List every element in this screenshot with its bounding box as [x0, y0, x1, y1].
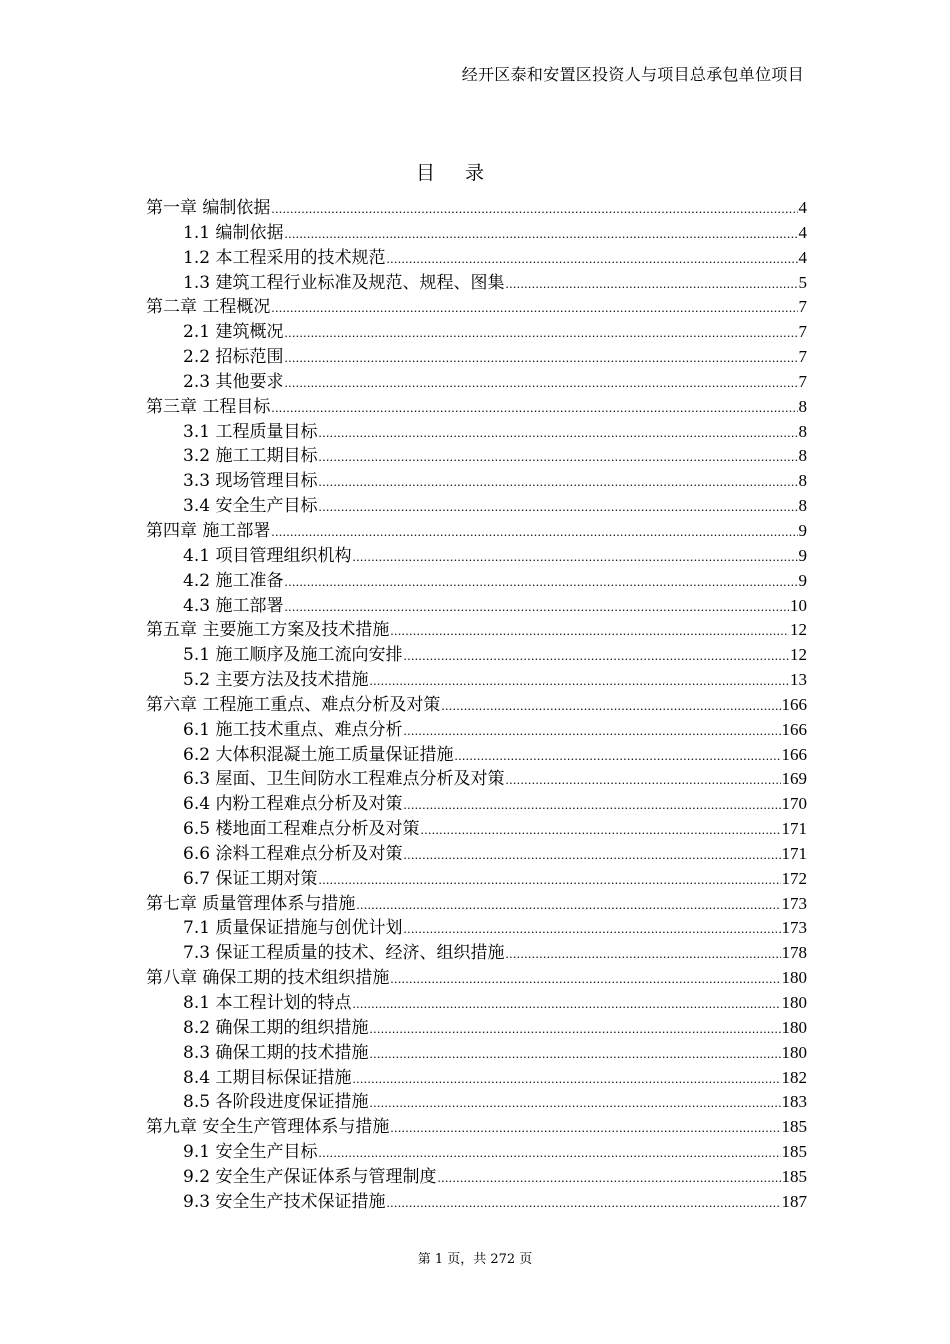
toc-page-number: 5: [798, 272, 807, 292]
toc-page-number: 7: [798, 322, 807, 342]
toc-page-number: 4: [798, 247, 807, 267]
toc-section-entry[interactable]: [146, 342, 807, 367]
toc-entry-label: 4.1 项目管理组织机构: [183, 545, 352, 566]
toc-section-entry[interactable]: [146, 789, 807, 814]
toc-entry-label: 4.3 施工部署: [183, 595, 284, 616]
toc-entry-label: 第六章 工程施工重点、难点分析及对策: [146, 694, 441, 715]
dot-leader: [403, 847, 780, 863]
toc-entry-label: 6.1 施工技术重点、难点分析: [183, 719, 403, 740]
toc-entry-label: 6.3 屋面、卫生间防水工程难点分析及对策: [183, 769, 505, 790]
toc-chapter-entry[interactable]: [146, 516, 807, 541]
dot-leader: [386, 251, 797, 267]
dot-leader: [505, 772, 780, 788]
toc-section-entry[interactable]: [146, 1087, 807, 1112]
toc-entry-label: 8.1 本工程计划的特点: [183, 993, 352, 1013]
toc-page-number: 182: [781, 1067, 807, 1087]
toc-entry-label: 4.2 施工准备: [183, 570, 284, 591]
toc-page-number: 180: [781, 1042, 807, 1062]
toc-page-number: 12: [790, 645, 807, 665]
dot-leader: [318, 499, 797, 515]
dot-leader: [284, 574, 797, 590]
toc-section-entry[interactable]: [146, 740, 807, 765]
dot-leader: [437, 1170, 780, 1186]
toc-section-entry[interactable]: [146, 491, 807, 516]
toc-entry-label: 第八章 确保工期的技术组织措施: [146, 968, 390, 989]
toc-chapter-entry[interactable]: [146, 392, 807, 417]
toc-chapter-entry[interactable]: [146, 889, 807, 914]
toc-entry-label: 3.3 现场管理目标: [183, 471, 318, 492]
toc-entry-label: 2.3 其他要求: [183, 371, 284, 392]
toc-entry-label: 8.3 确保工期的技术措施: [183, 1042, 369, 1063]
toc-page-number: 8: [798, 396, 807, 416]
toc-page-number: 173: [781, 893, 807, 913]
dot-leader: [403, 921, 780, 937]
toc-page-number: 171: [781, 819, 807, 839]
toc-page-number: 185: [781, 1142, 807, 1162]
toc-page-number: 10: [790, 595, 807, 615]
dot-leader: [390, 971, 780, 987]
dot-leader: [284, 599, 789, 615]
toc-section-entry[interactable]: [146, 367, 807, 392]
dot-leader: [369, 673, 789, 689]
toc-page-number: 183: [781, 1092, 807, 1112]
toc-page-number: 170: [781, 794, 807, 814]
toc-section-entry[interactable]: [146, 938, 807, 963]
dot-leader: [420, 822, 780, 838]
toc-section-entry[interactable]: [146, 1137, 807, 1162]
toc-chapter-entry[interactable]: [146, 193, 807, 218]
toc-entry-label: 1.2 本工程采用的技术规范: [183, 247, 386, 268]
toc-page-number: 166: [781, 744, 807, 764]
toc-entry-label: 7.1 质量保证措施与创优计划: [183, 918, 403, 939]
dot-leader: [318, 425, 797, 441]
toc-entry-label: 第五章 主要施工方案及技术措施: [146, 620, 390, 641]
dot-leader: [403, 797, 780, 813]
toc-page-number: 9: [798, 545, 807, 565]
dot-leader: [505, 946, 780, 962]
toc-entry-label: 1.1 编制依据: [183, 222, 284, 243]
dot-leader: [271, 524, 797, 540]
toc-section-entry[interactable]: [146, 566, 807, 591]
toc-entry-label: 6.4 内粉工程难点分析及对策: [183, 794, 403, 815]
toc-entry-label: 7.3 保证工程质量的技术、经济、组织措施: [183, 943, 505, 964]
toc-section-entry[interactable]: [146, 814, 807, 839]
toc-page-number: 7: [798, 347, 807, 367]
dot-leader: [441, 698, 780, 714]
dot-leader: [369, 1095, 780, 1111]
toc-entry-label: 第一章 编制依据: [146, 198, 271, 218]
toc-section-entry[interactable]: [146, 1013, 807, 1038]
dot-leader: [352, 549, 797, 565]
dot-leader: [386, 1195, 780, 1211]
toc-entry-label: 9.2 安全生产保证体系与管理制度: [183, 1166, 437, 1187]
toc-entry-label: 5.2 主要方法及技术措施: [183, 670, 369, 691]
toc-chapter-entry[interactable]: [146, 1112, 807, 1137]
toc-entry-label: 3.4 安全生产目标: [183, 496, 318, 517]
toc-page-number: 172: [781, 868, 807, 888]
toc-section-entry[interactable]: [146, 591, 807, 616]
toc-entry-label: 3.2 施工工期目标: [183, 446, 318, 467]
dot-leader: [284, 325, 797, 341]
dot-leader: [318, 474, 797, 490]
dot-leader: [390, 1120, 780, 1136]
toc-entry-label: 3.1 工程质量目标: [183, 421, 318, 442]
toc-page-number: 7: [798, 297, 807, 317]
toc-page-number: 9: [798, 570, 807, 590]
toc-entry-label: 9.1 安全生产目标: [183, 1142, 318, 1163]
toc-page-number: 7: [798, 371, 807, 391]
toc-page-number: 171: [781, 843, 807, 863]
toc-entry-label: 第四章 施工部署: [146, 520, 271, 541]
dot-leader: [369, 1021, 780, 1037]
toc-section-entry[interactable]: [146, 988, 807, 1013]
dot-leader: [284, 226, 797, 242]
toc-entry-label: 6.6 涂料工程难点分析及对策: [183, 843, 403, 864]
toc-section-entry[interactable]: [146, 1063, 807, 1088]
toc-page-number: 8: [798, 496, 807, 516]
toc-section-entry[interactable]: [146, 317, 807, 342]
dot-leader: [318, 872, 780, 888]
toc-entry-label: 第九章 安全生产管理体系与措施: [146, 1117, 390, 1138]
dot-leader: [352, 1071, 780, 1087]
toc-section-entry[interactable]: [146, 640, 807, 665]
toc-page-number: 12: [790, 620, 807, 640]
toc-entry-label: 2.2 招标范围: [183, 347, 284, 368]
toc-page-number: 4: [798, 198, 807, 217]
toc-page-number: 166: [781, 719, 807, 739]
dot-leader: [454, 748, 780, 764]
dot-leader: [284, 350, 797, 366]
toc-section-entry[interactable]: [146, 417, 807, 442]
toc-entry-label: 2.1 建筑概况: [183, 322, 284, 343]
dot-leader: [403, 723, 780, 739]
toc-page-number: 185: [781, 1117, 807, 1137]
dot-leader: [284, 375, 797, 391]
toc-chapter-entry[interactable]: [146, 615, 807, 640]
toc-chapter-entry[interactable]: [146, 690, 807, 715]
toc-section-entry[interactable]: [146, 541, 807, 566]
toc-page-number: 185: [781, 1166, 807, 1186]
toc-page-number: 4: [798, 222, 807, 242]
toc-section-entry[interactable]: [146, 466, 807, 491]
toc-section-entry[interactable]: [146, 441, 807, 466]
dot-leader: [271, 400, 797, 416]
toc-page-number: 173: [781, 918, 807, 938]
dot-leader: [505, 276, 797, 292]
toc-section-entry[interactable]: [146, 268, 807, 293]
toc-entry-label: 5.1 施工顺序及施工流向安排: [183, 645, 403, 666]
toc-page-number: 180: [781, 968, 807, 988]
toc-page-number: 169: [781, 769, 807, 789]
toc-page-number: 187: [781, 1191, 807, 1211]
toc-entry-label: 第三章 工程目标: [146, 396, 271, 417]
toc-page-number: 180: [781, 993, 807, 1012]
toc-entry-label: 6.2 大体积混凝土施工质量保证措施: [183, 744, 454, 765]
dot-leader: [271, 300, 797, 316]
toc-chapter-entry[interactable]: [146, 292, 807, 317]
toc-section-entry[interactable]: [146, 1162, 807, 1187]
dot-leader: [352, 996, 780, 1012]
toc-section-entry[interactable]: [146, 913, 807, 938]
toc-page-number: 178: [781, 943, 807, 963]
toc-entry-label: 第七章 质量管理体系与措施: [146, 893, 356, 914]
toc-page-number: 8: [798, 446, 807, 466]
toc-entry-label: 6.7 保证工期对策: [183, 868, 318, 889]
dot-leader: [318, 449, 797, 465]
toc-entry-label: 6.5 楼地面工程难点分析及对策: [183, 819, 420, 840]
toc-entry-label: 8.4 工期目标保证措施: [183, 1067, 352, 1088]
page-footer: 第 1 页，共 272 页: [417, 1252, 533, 1267]
dot-leader: [318, 1145, 780, 1161]
toc-page-number: 8: [798, 471, 807, 491]
toc-section-entry[interactable]: [146, 243, 807, 268]
dot-leader: [356, 897, 780, 913]
dot-leader: [369, 1046, 780, 1062]
toc-section-entry[interactable]: [146, 864, 807, 889]
toc-entry-label: 8.5 各阶段进度保证措施: [183, 1092, 369, 1113]
toc-page-number: 8: [798, 421, 807, 441]
toc-page-number: 180: [781, 1017, 807, 1037]
toc-title: 目 录: [415, 162, 497, 184]
toc-section-entry[interactable]: [146, 1187, 807, 1212]
dot-leader: [390, 623, 789, 639]
toc-entry-label: 9.3 安全生产技术保证措施: [183, 1191, 386, 1212]
toc-entry-label: 8.2 确保工期的组织措施: [183, 1017, 369, 1038]
toc-section-entry[interactable]: [146, 764, 807, 789]
toc-section-entry[interactable]: [146, 839, 807, 864]
toc-entry-label: 1.3 建筑工程行业标准及规范、规程、图集: [183, 272, 505, 293]
dot-leader: [271, 201, 797, 217]
toc-section-entry[interactable]: [146, 665, 807, 690]
dot-leader: [403, 648, 789, 664]
toc-chapter-entry[interactable]: [146, 963, 807, 988]
toc-section-entry[interactable]: [146, 715, 807, 740]
toc-section-entry[interactable]: [146, 218, 807, 243]
running-header: 经开区泰和安置区投资人与项目总承包单位项目: [461, 65, 804, 84]
table-of-contents: [146, 193, 807, 1212]
toc-page-number: 166: [781, 694, 807, 714]
toc-page-number: 9: [798, 520, 807, 540]
toc-page-number: 13: [790, 670, 807, 690]
toc-entry-label: 第二章 工程概况: [146, 297, 271, 318]
toc-section-entry[interactable]: [146, 1038, 807, 1063]
